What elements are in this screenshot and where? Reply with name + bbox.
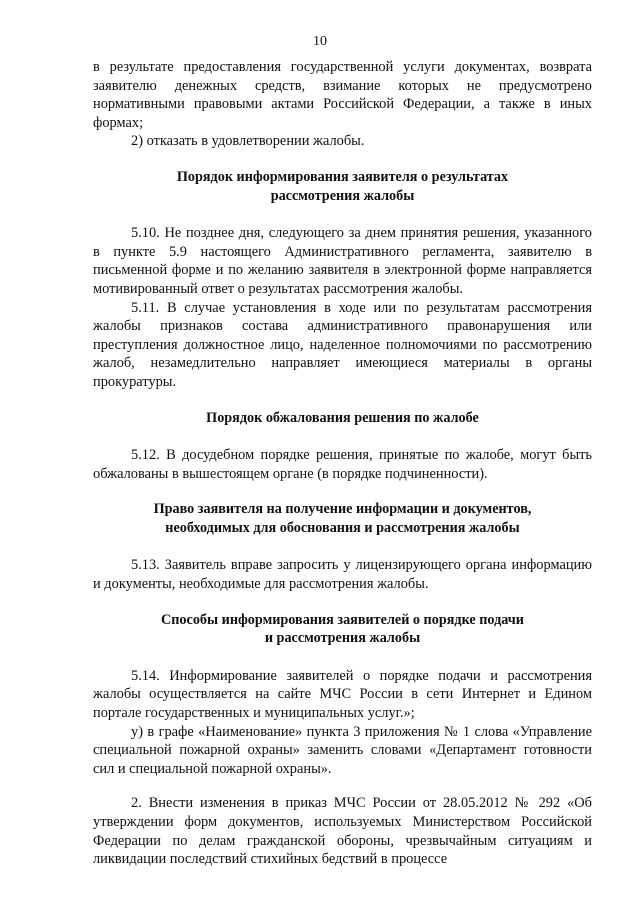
paragraph-continuation: в результате предоставления государственной услуги документах, возврата заявителю денежных средств, взимание которых не предусмотрено нормативными правовыми актами Российской Федерации, а также в иных формах; xyxy=(93,59,592,131)
paragraph-item-y: у) в графе «Наименование» пункта 3 приложения № 1 слова «Управление специальной пожарной охраны» заменить словами «Департамент готовности сил и специальной пожарной охраны». xyxy=(93,723,592,777)
paragraph-5-14: 5.14. Информирование заявителей о порядке подачи и рассмотрения жалобы осуществляется на сайте МЧС России в сети Интернет и Едином портале государственных и муниципальных услуг.»; xyxy=(93,667,592,722)
paragraph-5-13: 5.13. Заявитель вправе запросить у лицензирующего органа информацию и документы, необходимые для рассмотрения жалобы. xyxy=(93,557,592,593)
page-number: 10 xyxy=(313,34,327,49)
heading-appeal-procedure: Порядок обжалования решения по жалобе xyxy=(206,409,479,426)
paragraph-5-11: 5.11. В случае установления в ходе или по результатам рассмотрения жалобы признаков состава административного правонарушения или преступления должностное лицо, наделенное полномочиями по рассмотрению жалоб, незамедлительно направляет имеющиеся материалы в органы прокуратуры. xyxy=(93,299,592,390)
paragraph-item-2: 2. Внести изменения в приказ МЧС России от 28.05.2012 № 292 «Об утверждении форм документов, используемых Министерством Российской Федерации по делам гражданской обороны, чрезвычайным ситуациям и ликвидации последствий стихийных бедствий в процессе xyxy=(93,795,592,868)
heading-informing-results-line1: Порядок информирования заявителя о результатах xyxy=(176,168,509,185)
paragraph-refuse: 2) отказать в удовлетворении жалобы. xyxy=(131,133,365,150)
paragraph-5-10: 5.10. Не позднее дня, следующего за днем принятия решения, указанного в пункте 5.9 настоящего Административного регламента, заявителю в письменной форме и по желанию заявителя в электронной форме направляется мотивированный ответ о результатах рассмотрения жалобы. xyxy=(93,225,592,297)
heading-right-to-information-line2: необходимых для обоснования и рассмотрения жалобы xyxy=(165,519,520,536)
heading-informing-results-line2: рассмотрения жалобы xyxy=(270,187,415,204)
paragraph-5-12: 5.12. В досудебном порядке решения, принятые по жалобе, могут быть обжалованы в вышестоящем органе (в порядке подчиненности). xyxy=(93,447,592,482)
heading-informing-methods-line1: Способы информирования заявителей о порядке подачи xyxy=(161,611,524,628)
document-body xyxy=(93,58,592,869)
heading-right-to-information-line1: Право заявителя на получение информации и документов, xyxy=(153,501,532,518)
heading-informing-methods-line2: и рассмотрения жалобы xyxy=(264,630,421,647)
